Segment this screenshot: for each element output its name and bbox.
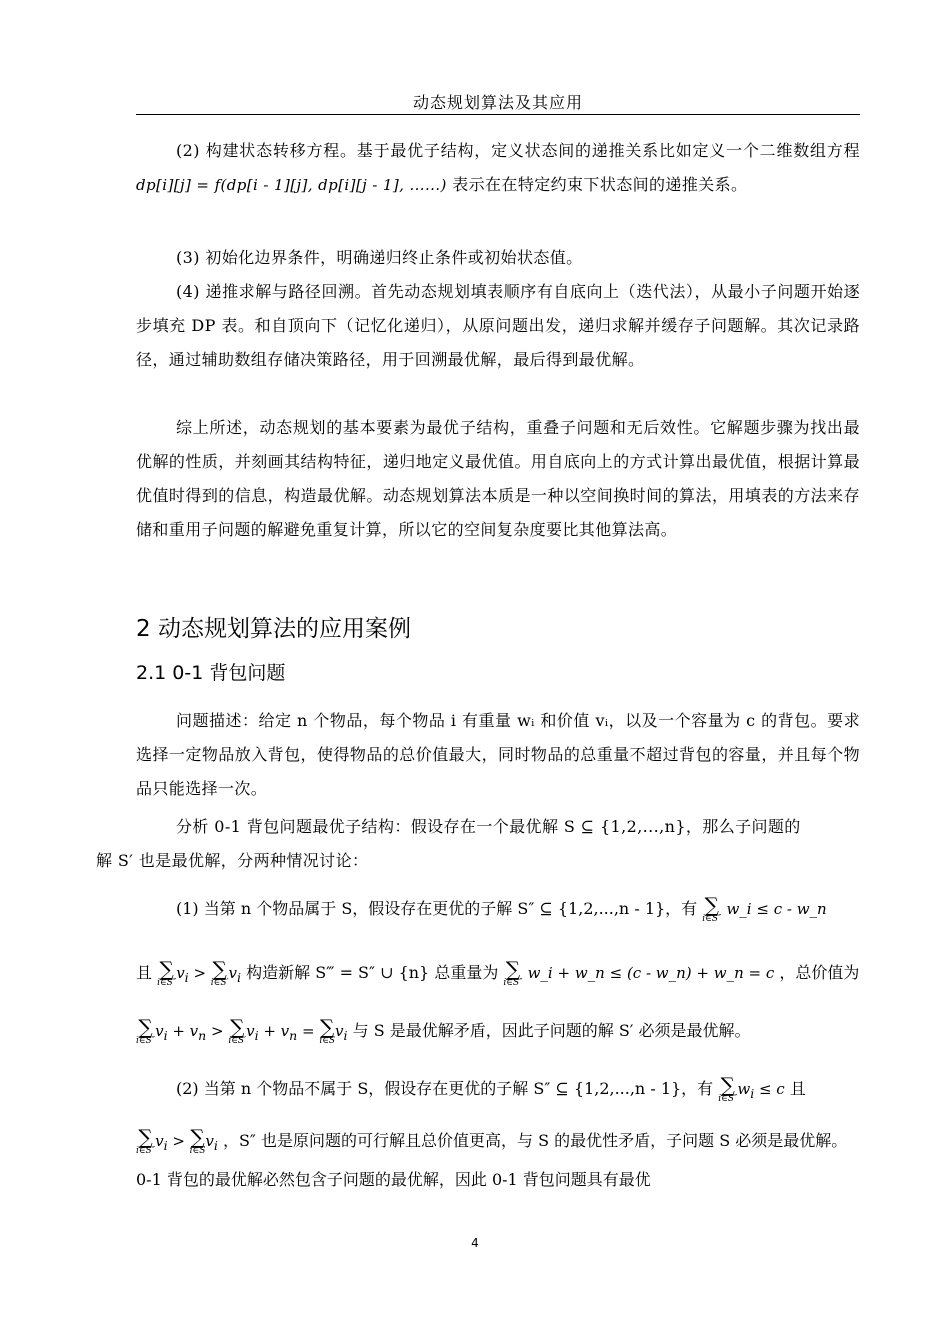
text-run: ，总价值为: [779, 963, 860, 982]
section-title: 2 动态规划算法的应用案例: [136, 616, 411, 642]
case1-line2: [136, 956, 860, 995]
text-run: 构造新解 S‴ = S″ ∪ {n} 总重量为: [246, 963, 499, 982]
text-run: 解 S′ 也是最优解，分两种情况讨论：: [96, 851, 369, 870]
math-expression: w_i + w_n ≤ (c - w_n) + w_n = c: [527, 964, 775, 982]
sum-symbol: ∑ i∈S″: [718, 1073, 738, 1104]
math-expression: $v_i$: [205, 1132, 218, 1153]
case1-line1: [136, 892, 900, 926]
text-run: 与 S 是最优解矛盾，因此子问题的解 S′ 必须是最优解。: [352, 1021, 751, 1040]
paragraph-summary: 综上所述，动态规划的基本要素为最优子结构，重叠子问题和无后效性。它解题步骤为找出最优解的性质，并刻画其结构特征，递归地定义最优值。用自底向上的方式计算出最优值，根据计算最优值时得到的信息，构造最优解。动态规划算法本质是一种以空间换时间的算法，用填表的方法来存储和重用子问题的解避免重复计算，所以它的空间复杂度要比其他算法高。: [136, 418, 860, 539]
sum-symbol: ∑ i∈S″: [157, 957, 177, 988]
math-expression: $w_i \le c$: [737, 1080, 785, 1101]
sum-symbol: ∑ i∈S: [319, 1015, 336, 1046]
text-run: 分析 0-1 背包问题最优子结构：假设存在一个最优解 S ⊆ {1,2,...,n}，那么子问题的: [176, 817, 801, 836]
paragraph-solve: (4) 递推求解与路径回溯。首先动态规划填表顺序有自底向上（迭代法），从最小子问题开始逐步填充 DP 表。和自顶向下（记忆化递归），从原问题出发，递归求解并缓存子问题解。其次记录路径，通过辅助数组存储决策路径，用于回溯最优解，最后得到最优解。: [136, 282, 860, 369]
paragraph-problem-description: 问题描述：给定 n 个物品，每个物品 i 有重量 wᵢ 和价值 vᵢ，以及一个容量为 c 的背包。要求选择一定物品放入背包，使得物品的总价值最大，同时物品的总重量不超过背包的容量，并且每个物品只能选择一次。: [136, 711, 860, 798]
math-expression: $v_i$: [228, 964, 242, 985]
text-run: (2) 构建状态转移方程。基于最优子结构，定义状态间的递推关系比如定义一个二维数组方程: [176, 141, 860, 160]
running-header: 动态规划算法及其应用: [412, 93, 583, 112]
text-run: ，S″ 也是原问题的可行解且总价值更高，与 S 的最优性矛盾，子问题 S 必须是最优解。0-1 背包的最优解必然包含子问题的最优解，因此 0-1 背包问题具有最优: [136, 1131, 848, 1189]
sum-symbol: ∑ i∈S′: [228, 1015, 247, 1046]
math-expression: $v_i$ >: [176, 964, 211, 985]
header-rule: [136, 114, 860, 115]
math-expression: w_i ≤ c - w_n: [726, 900, 827, 918]
subsection-title: 2.1 0-1 背包问题: [136, 662, 286, 684]
text-run: 且: [789, 1079, 806, 1098]
paragraph-boundary: (3) 初始化边界条件，明确递归终止条件或初始状态值。: [176, 248, 583, 267]
text-run: (2) 当第 n 个物品不属于 S，假设存在更优的子解 S″ ⊆ {1,2,...,n - 1}，有: [176, 1079, 714, 1098]
sum-symbol: ∑ i∈S″: [136, 1015, 156, 1046]
math-expression: $v_i + v_n$ >: [155, 1022, 229, 1043]
sum-symbol: ∑ i∈S: [189, 1125, 206, 1156]
text-run: 表示在在特定约束下状态间的递推关系。: [452, 175, 748, 194]
sum-symbol: ∑ i∈S″: [136, 1125, 156, 1156]
sum-symbol: ∑ i∈S″: [503, 957, 523, 988]
math-expression: $v_i$: [335, 1022, 348, 1043]
sum-symbol: ∑ i∈S′: [210, 957, 229, 988]
math-expression: $v_i + v_n$ =: [246, 1022, 320, 1043]
case2-line2: [136, 1124, 860, 1197]
text-run: 且: [136, 963, 153, 982]
case2-line1: [136, 1072, 900, 1111]
case1-line3: [136, 1014, 860, 1053]
sum-symbol: ∑ i∈S″: [702, 893, 722, 924]
dp-equation: dp[i][j] = f(dp[i - 1][j], dp[i][j - 1], ......): [136, 176, 447, 194]
text-run: (1) 当第 n 个物品属于 S，假设存在更优的子解 S″ ⊆ {1,2,...,n - 1}，有: [176, 899, 698, 918]
paragraph-analysis: [96, 810, 860, 878]
paragraph-state-transition: [136, 134, 860, 202]
page-number: 4: [471, 1236, 479, 1250]
math-expression: $v_i$ >: [155, 1132, 190, 1153]
